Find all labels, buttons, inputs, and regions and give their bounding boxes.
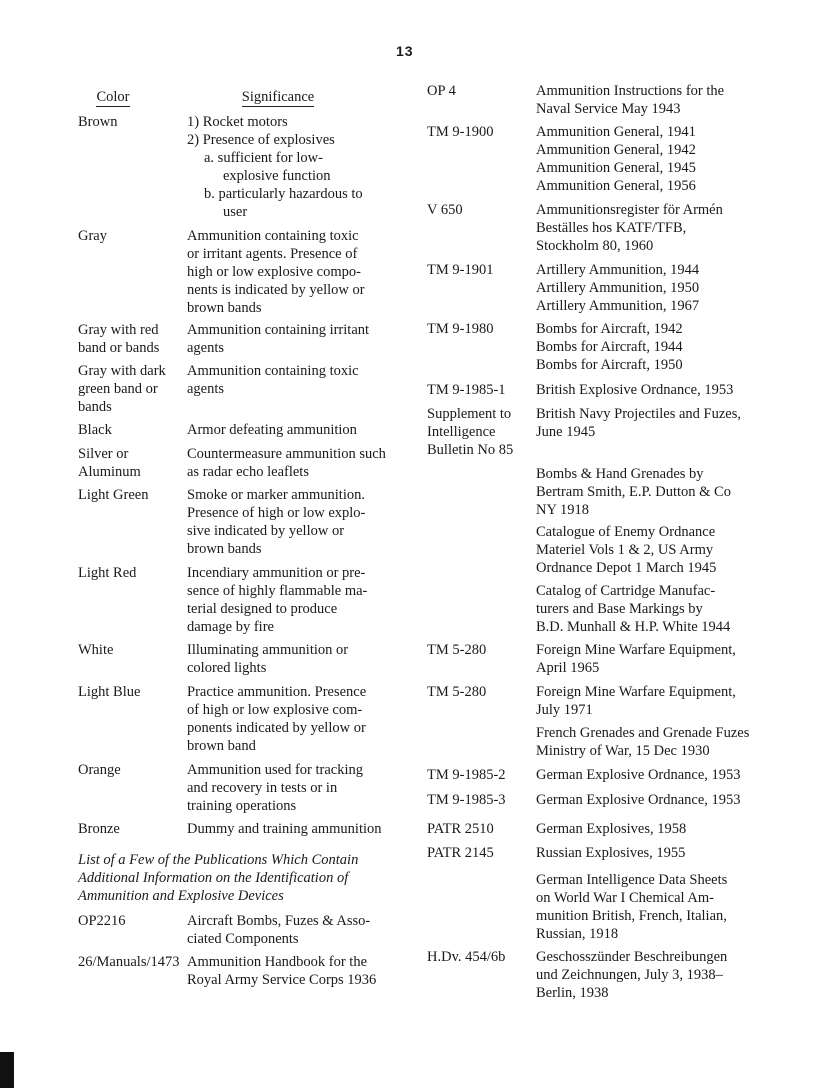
color-cell: Gray with dark green band or bands [78,363,166,415]
publication-code: PATR 2145 [427,845,494,861]
significance-cell: 1) Rocket motors 2) Presence of explosives a. sufficient for low- explosive function b. particularly hazardous to user [187,114,363,220]
publication-title: Ammunition Handbook for the Royal Army Service Corps 1936 [187,954,377,988]
publication-title: Catalog of Cartridge Manufac- turers and Base Markings by B.D. Munhall & H.P. White 1944 [536,583,731,635]
publication-code: TM 9-1900 [427,124,494,140]
color-cell: Black [78,422,112,438]
publication-code: TM 9-1985-1 [427,382,506,398]
publication-title: German Intelligence Data Sheets on World War I Chemical Am- munition British, French, Italian, Russian, 1918 [536,872,728,942]
color-cell: Brown [78,114,118,130]
publications-heading: List of a Few of the Publications Which Contain Additional Information on the Identification of Ammunition and Explosive Devices [78,852,359,904]
publication-code: TM 5-280 [427,642,487,658]
publication-title: Aircraft Bombs, Fuzes & Asso- ciated Components [187,913,371,947]
page-number: 13 [396,43,414,59]
significance-cell: Ammunition containing toxic agents [187,363,359,397]
significance-cell: Dummy and training ammunition [187,821,382,837]
color-cell: Bronze [78,821,120,837]
color-cell: Light Red [78,565,137,581]
publication-code: TM 9-1901 [427,262,494,278]
color-cell: Light Blue [78,684,141,700]
significance-cell: Countermeasure ammunition such as radar echo leaflets [187,446,386,480]
publication-title: Foreign Mine Warfare Equipment, July 1971 [536,684,736,718]
significance-cell: Armor defeating ammunition [187,422,357,438]
publication-code: H.Dv. 454/6b [427,949,506,965]
color-cell: Silver or Aluminum [78,446,141,480]
publication-title: German Explosive Ordnance, 1953 [536,792,741,808]
publication-code: Supplement to Intelligence Bulletin No 85 [427,406,514,458]
publication-title: Catalogue of Enemy Ordnance Materiel Vols 1 & 2, US Army Ordnance Depot 1 March 1945 [536,524,717,576]
publication-title: Ammunition General, 1941 Ammunition General, 1942 Ammunition General, 1945 Ammunition General, 1956 [536,124,696,194]
publication-code: TM 5-280 [427,684,487,700]
publication-title: French Grenades and Grenade Fuzes Ministry of War, 15 Dec 1930 [536,725,750,759]
publication-title: Geschosszünder Beschreibungen und Zeichnungen, July 3, 1938– Berlin, 1938 [536,949,728,1001]
color-cell: Gray with red band or bands [78,322,160,356]
publication-code: OP 4 [427,83,456,99]
publication-title: British Navy Projectiles and Fuzes, June 1945 [536,406,741,440]
significance-cell: Ammunition containing toxic or irritant agents. Presence of high or low explosive compo- nents is indicated by yellow or brown bands [187,228,365,316]
significance-cell: Ammunition used for tracking and recovery in tests or in training operations [187,762,363,814]
publication-title: Ammunition Instructions for the Naval Service May 1943 [536,83,725,117]
publication-title: British Explosive Ordnance, 1953 [536,382,734,398]
publication-title: German Explosive Ordnance, 1953 [536,767,741,783]
publication-title: Ammunitionsregister för Armén Beställes hos KATF/TFB, Stockholm 80, 1960 [536,202,723,254]
significance-cell: Incendiary ammunition or pre- sence of highly flammable ma- terial designed to produce damage by fire [187,565,368,635]
publication-title: German Explosives, 1958 [536,821,687,837]
publication-code: 26/Manuals/1473 [78,954,180,970]
color-cell: Gray [78,228,107,244]
color-cell: Orange [78,762,121,778]
publication-code: V 650 [427,202,463,218]
color-cell: White [78,642,114,658]
significance-cell: Ammunition containing irritant agents [187,322,370,356]
publication-code: TM 9-1980 [427,321,494,337]
publication-code: OP2216 [78,913,126,929]
publication-code: TM 9-1985-3 [427,792,506,808]
publication-title: Artillery Ammunition, 1944 Artillery Ammunition, 1950 Artillery Ammunition, 1967 [536,262,700,314]
publication-title: Bombs & Hand Grenades by Bertram Smith, E.P. Dutton & Co NY 1918 [536,466,731,518]
significance-cell: Illuminating ammunition or colored lights [187,642,349,676]
significance-cell: Smoke or marker ammunition. Presence of high or low explo- sive indicated by yellow or brown bands [187,487,366,557]
column-header-significance: Significance [241,89,315,105]
column-header-color: Color [96,89,130,105]
publication-title: Russian Explosives, 1955 [536,845,686,861]
publication-code: TM 9-1985-2 [427,767,506,783]
publication-title: Bombs for Aircraft, 1942 Bombs for Aircraft, 1944 Bombs for Aircraft, 1950 [536,321,683,373]
scan-edge-shadow [0,1052,14,1088]
publication-code: PATR 2510 [427,821,494,837]
color-cell: Light Green [78,487,149,503]
significance-cell: Practice ammunition. Presence of high or low explosive com- ponents indicated by yellow or brown band [187,684,367,754]
publication-title: Foreign Mine Warfare Equipment, April 1965 [536,642,736,676]
